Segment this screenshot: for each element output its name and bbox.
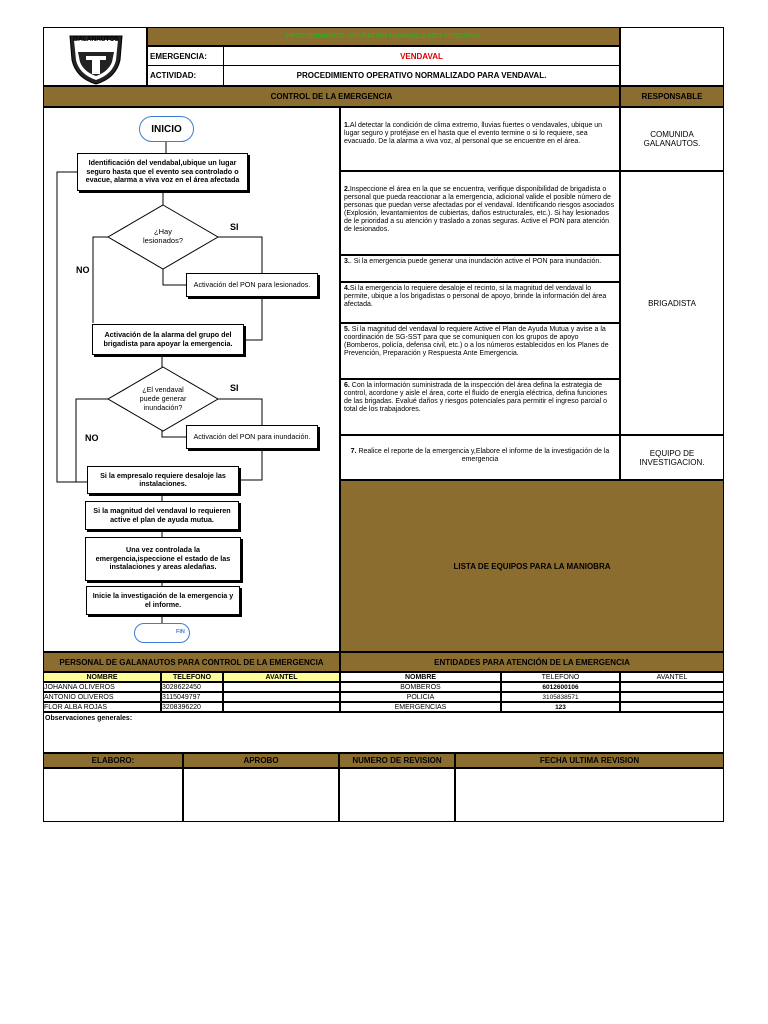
flow-step-ayuda-mutua: Si la magnitud del vendaval lo requieren active el plan de ayuda mutua.: [85, 501, 239, 530]
personal-row-3-nombre: FLOR ALBA ROJAS: [43, 702, 161, 712]
flow-step-identificacion: Identificación del vendabal,ubique un lugar seguro hasta que el evento sea controlado o evacue, alarma a viva voz en el área afectada: [77, 153, 248, 191]
step-5-text: Si la magnitud del vendaval lo requiere Active el Plan de Ayuda Mutua y avise a la coordinación de SG-SST para que se comuniquen con los grupos de apoyo (Bomberos, policía, defensa civil, etc.) o a los números establecidos en los Planes de Prevención, Preparación y Respuesta Ante Emergencia.: [344, 326, 609, 357]
flow-step-alarma-brigadista: Activación de la alarma del grupo del brigadista para apoyar la emergencia.: [92, 324, 244, 355]
personal-row-3-avantel: [223, 702, 340, 712]
step-1-text: Al detectar la condición de clima extremo, lluvias fuertes o vendavales, ubique un lugar seguro y protéjase en el hasta que el evento termine o si lo requiere, sea evacuado. De la alarma a viva voz, al personal que se encuentre en el área.: [344, 122, 602, 145]
step-5: [340, 323, 620, 379]
step-2: [340, 171, 620, 255]
footer-elaboro-value: [43, 768, 183, 822]
entidades-header-nombre: NOMBRE: [340, 672, 501, 682]
step-4: [340, 282, 620, 323]
personal-row-1-telefono: 3028622450: [161, 682, 223, 692]
responsable-comunidad: COMUNIDA GALANAUTOS.: [620, 107, 724, 171]
step-4-text: Si la emergencia lo requiere desaloje el recinto, si la magnitud del vendaval lo permite, ubique a los brigadistas o personal de apoyo, brinde la información del área afectada.: [344, 285, 607, 308]
personal-row-2-nombre: ANTONIO OLIVEROS: [43, 692, 161, 702]
decision-inundacion-si: SI: [230, 383, 239, 393]
observaciones-box: [43, 712, 724, 753]
flow-step-desaloje: Si la empresalo requiere desaloje las instalaciones.: [87, 466, 239, 494]
footer-revision-value: [339, 768, 455, 822]
flow-step-inspeccion: Una vez controlada la emergencia,ispeccione el estado de las instalaciones y areas aledañas.: [85, 537, 241, 581]
responsable-header: RESPONSABLE: [620, 86, 724, 107]
entidades-row-3-avantel: [620, 702, 724, 712]
decision-lesionados-text: ¿Hay lesionados?: [142, 227, 184, 245]
personal-header-nombre: NOMBRE: [43, 672, 161, 682]
footer-fecha-value: [455, 768, 724, 822]
step-1: [340, 107, 620, 171]
start-oval: [139, 116, 194, 142]
observaciones-label: Observaciones generales:: [45, 715, 133, 722]
entidades-header-telefono: TELEFONO: [501, 672, 620, 682]
personal-header-telefono: TELEFONO: [161, 672, 223, 682]
personal-row-2-avantel: [223, 692, 340, 702]
responsable-brigadista: BRIGADISTA: [620, 171, 724, 435]
entidades-row-1-avantel: [620, 682, 724, 692]
step-7-number: 7.: [350, 448, 357, 455]
footer-revision: NUMERO DE REVISION: [339, 753, 455, 768]
entidades-row-3-telefono: 123: [501, 702, 620, 712]
decision-inundacion-text: ¿El vendaval puede generar inundación?: [139, 384, 187, 412]
footer-aprobo-value: [183, 768, 339, 822]
step-4-number: 4.: [344, 285, 350, 292]
end-oval-text: FIN: [176, 629, 185, 635]
footer-elaboro: ELABORO:: [43, 753, 183, 768]
step-6-text: Con la información suministrada de la inspección del área defina la estrategia de control, acordone y aisle el área, corte el fluido de energía eléctrica, defina funciones de las brigadas. Evalué daños y riesgos potenciales para permitir el ingreso parcial o total de los trabajadores.: [344, 382, 608, 413]
decision-lesionados-no: NO: [76, 265, 90, 275]
entidades-title: ENTIDADES PARA ATENCIÓN DE LA EMERGENCIA: [340, 652, 724, 672]
step-2-text: Inspeccione el área en la que se encuentra, verifique disponibilidad de brigadista o personal que pueda reaccionar a la emergencia, adicional valide el posible número de personas que puedan verse afectadas por el vendaval. Identificando riesgos asociados (Explosión, levantamientos de cubiertas, daños estructurales, etc.). Si hay lesionados de le prioridad a su atención y traslado a zonas seguras. Active el PON para atención de lesionados.: [344, 186, 615, 233]
step-3: [340, 255, 620, 282]
entidades-row-1-nombre: BOMBEROS: [340, 682, 501, 692]
step-3-number: 3.: [344, 258, 350, 265]
emergencia-value: VENDAVAL: [223, 46, 620, 66]
personal-title: PERSONAL DE GALANAUTOS PARA CONTROL DE LA EMERGENCIA: [43, 652, 340, 672]
document-title-text: PROCEDIMIENTO OPERATIVO NORMALIZADO VENDAVAL: [285, 33, 482, 40]
step-3-text: . Si la emergencia puede generar una inundación active el PON para inundación.: [349, 258, 602, 265]
start-oval-text: INICIO: [151, 123, 182, 135]
entidades-row-2-nombre: POLICIA: [340, 692, 501, 702]
decision-inundacion-no: NO: [85, 433, 99, 443]
flow-step-pon-lesionados: Activación del PON para lesionados.: [186, 273, 318, 297]
entidades-header-avantel: AVANTEL: [620, 672, 724, 682]
step-7-text: Realice el reporte de la emergencia y,Elabore el informe de la investigación de la emergencia: [356, 448, 610, 463]
step-6-number: 6.: [344, 382, 350, 389]
personal-row-1-avantel: [223, 682, 340, 692]
actividad-label: ACTIVIDAD:: [147, 65, 224, 86]
step-2-number: 2.: [344, 186, 350, 193]
entidades-row-3-nombre: EMERGENCIAS: [340, 702, 501, 712]
equipos-maniobra: LISTA DE EQUIPOS PARA LA MANIOBRA: [340, 480, 724, 652]
entidades-row-2-telefono: 3105838571: [501, 692, 620, 702]
personal-row-1-nombre: JOHANNA OLIVEROS: [43, 682, 161, 692]
actividad-value: PROCEDIMIENTO OPERATIVO NORMALIZADO PARA VENDAVAL.: [223, 65, 620, 86]
flow-step-investigacion: Inicie la investigación de la emergencia y el informe.: [86, 586, 240, 615]
personal-row-2-telefono: 3115049797: [161, 692, 223, 702]
personal-header-avantel: AVANTEL: [223, 672, 340, 682]
control-header: CONTROL DE LA EMERGENCIA: [43, 86, 620, 107]
step-7: [340, 435, 620, 480]
entidades-row-2-avantel: [620, 692, 724, 702]
footer-aprobo: APROBO: [183, 753, 339, 768]
decision-lesionados-si: SI: [230, 222, 239, 232]
entidades-row-1-telefono: 6012600106: [501, 682, 620, 692]
personal-row-3-telefono: 3208396220: [161, 702, 223, 712]
footer-fecha: FECHA ULTIMA REVISION: [455, 753, 724, 768]
step-1-number: 1.: [344, 122, 350, 129]
step-5-number: 5.: [344, 326, 350, 333]
flow-step-pon-inundacion: Activación del PON para inundación.: [186, 425, 318, 449]
responsable-investigacion: EQUIPO DE INVESTIGACION.: [620, 435, 724, 480]
step-6: [340, 379, 620, 435]
emergencia-label: EMERGENCIA:: [147, 46, 224, 66]
logo-text: GALANAUTOS: [73, 36, 119, 43]
